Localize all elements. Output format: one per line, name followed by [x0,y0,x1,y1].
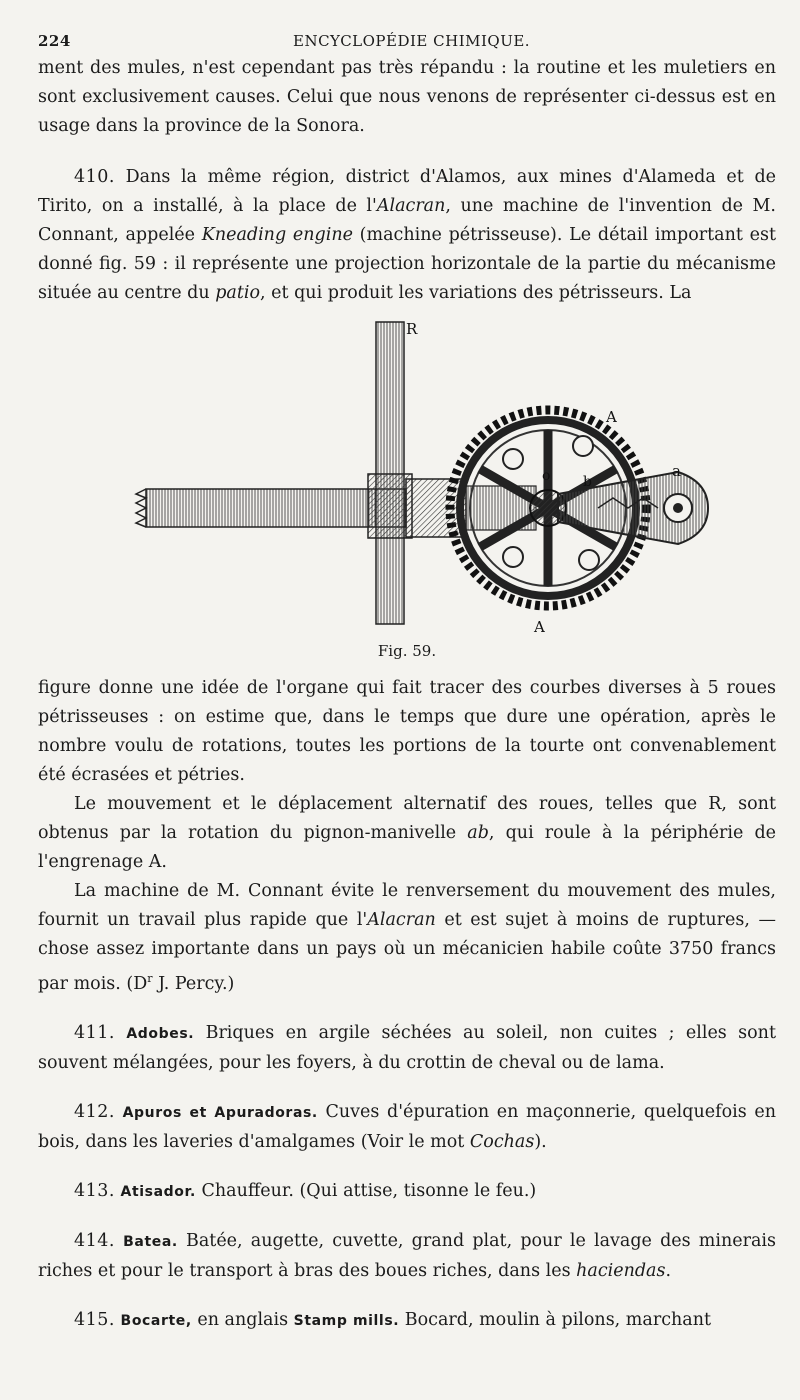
figure-caption: Fig. 59. [377,642,437,660]
italic-term: Kneading engine [201,225,353,245]
text-run: Dans la même région, district d'Alamos, aux mines d'Alameda et de Tirito, on a installé, à la place de l' [38,167,776,216]
text-run: et est sujet à moins de ruptures, — chose assez importante dans un pays où un mécanicien habile coûte 3750 francs par mois. (D [38,910,776,994]
entry-number: 415. [74,1309,115,1330]
page-number: 224 [38,32,71,50]
wheel-r [368,322,412,624]
crank-pinion-ab [558,472,708,544]
intro-paragraph: ment des mules, n'est cependant pas très répandu : la routine et les muletiers en sont exclusivement causes. Celui que nous venons de représenter ci-dessus est en usage dans la province de la Sonora. [38,58,776,136]
italic-term: Alacran [376,196,446,216]
connant-paragraph [38,877,776,999]
entry-411 [38,1019,776,1078]
shaft [136,479,536,537]
text-run: , une machine de l'invention de M. Connant, appelée [38,196,776,245]
label-a-top: A [606,408,617,426]
section-410 [38,163,776,308]
figure-59 [38,314,776,674]
page-header [38,26,776,54]
label-a-bottom: A [534,618,545,636]
label-a-lower: a [672,462,681,480]
movement-paragraph [38,790,776,877]
entry-412 [38,1098,776,1157]
entry-text: Briques en argile séchées au soleil, non cuites ; elles sont souvent mélangées, pour les foyers, à du crottin de cheval ou de lama. [38,1022,776,1073]
label-o: o [542,468,551,484]
entry-text: en anglais [191,1309,294,1330]
text-run: , et qui produit les variations des pétrisseurs. La [260,283,692,303]
entry-text: Cuves d'épuration en maçonnerie, quelquefois en bois, dans les laveries d'amalgames (Voir le mot [38,1101,776,1152]
gear-mechanism-illustration [38,314,776,644]
text-run: (machine pétrisseuse). Le détail important est donné fig. 59 : il représente une projection horizontale de la partie du mécanisme située au centre du [38,225,777,303]
entry-term: Adobes. [126,1025,195,1042]
superscript: r [147,972,153,985]
entry-tail: ). [534,1131,547,1152]
document-page [38,26,776,1336]
entry-term: Atisador. [120,1183,196,1200]
entry-term: Apuros et Apuradoras. [122,1104,318,1121]
entry-415 [38,1306,776,1336]
italic-term: Alacran [367,910,436,930]
entry-number: 411. [74,1022,115,1043]
entry-number: 413. [74,1180,115,1201]
italic-term: Cochas [469,1131,535,1152]
figure-explanation-paragraph: figure donne une idée de l'organe qui fait tracer des courbes diverses à 5 roues pétrisseuses : on estime que, dans le temps que dure une opération, après le nombre voulu de rotations, toutes les portions de la tourte ont convenablement été écrasées et pétries. [38,678,776,785]
label-b: b [583,474,592,490]
section-number: 410. [74,167,115,187]
entry-tail: Bocard, moulin à pilons, marchant [399,1309,712,1330]
entry-term-english: Stamp mills. [293,1312,400,1329]
italic-term: patio [215,283,261,303]
entry-tail: . [665,1260,672,1281]
entry-number: 412. [74,1101,115,1122]
italic-term: ab [467,823,489,843]
text-run: La machine de M. Connant évite le renversement du mouvement des mules, fournit un travail plus rapide que l' [38,881,776,930]
entry-text: Chauffeur. (Qui attise, tisonne le feu.) [195,1180,537,1201]
italic-term: haciendas [576,1260,666,1281]
entry-term: Bocarte, [120,1312,192,1329]
text-run: , qui roule à la périphérie de l'engrenage A. [38,823,777,872]
entry-term: Batea. [123,1233,178,1250]
text-run: Le mouvement et le déplacement alternatif des roues, telles que R, sont obtenus par la rotation du pignon-manivelle [38,794,776,843]
entry-number: 414. [74,1230,115,1251]
running-title: ENCYCLOPÉDIE CHIMIQUE. [293,32,531,50]
text-run: J. Percy.) [152,973,235,994]
entry-413 [38,1177,776,1207]
label-r: R [406,320,418,338]
entry-text: Batée, augette, cuvette, grand plat, pour le lavage des minerais riches et pour le transport à bras des boues riches, dans les [38,1230,776,1281]
entry-414 [38,1227,776,1286]
